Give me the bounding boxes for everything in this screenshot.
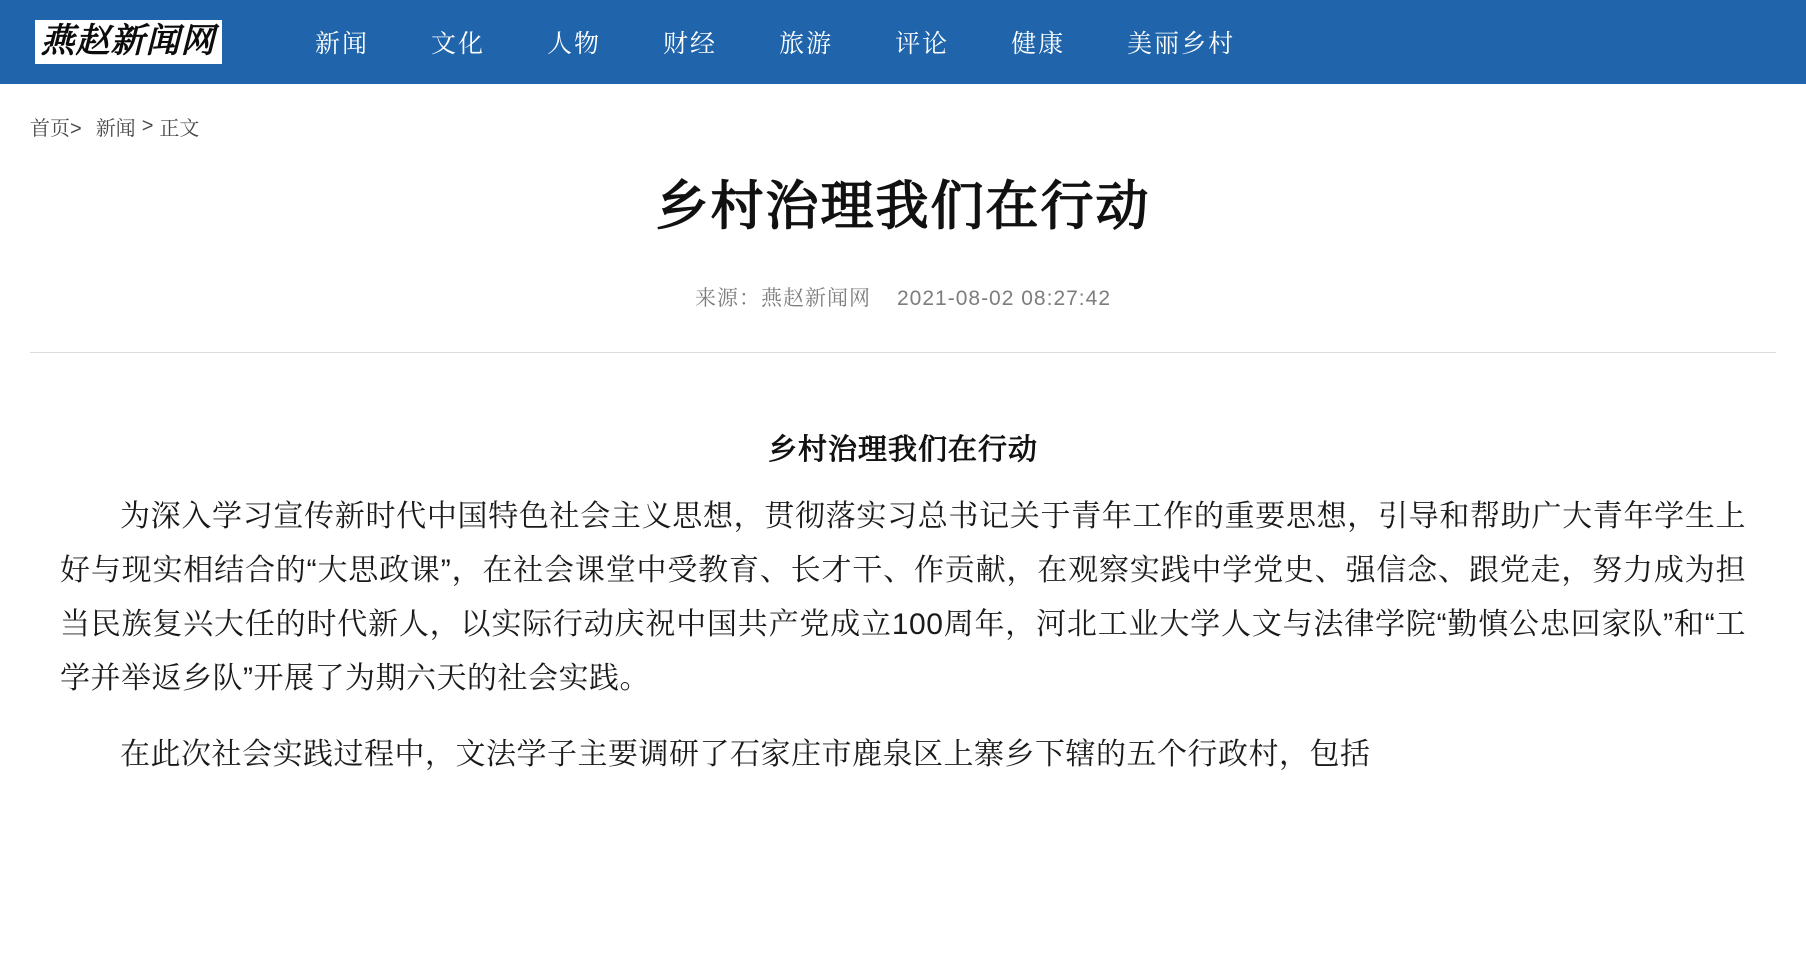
nav-item-finance[interactable] — [663, 24, 717, 60]
site-logo[interactable] — [22, 13, 234, 71]
nav-link-people[interactable]: 人物 — [547, 30, 602, 58]
page-title: 乡村治理我们在行动 — [655, 177, 1151, 236]
nav-link-comment[interactable]: 评论 — [895, 30, 950, 58]
nav-item-people[interactable] — [547, 24, 601, 60]
breadcrumb-current: 正文 — [159, 117, 200, 140]
header-divider — [30, 352, 1776, 353]
article-header — [0, 140, 1806, 312]
article-paragraph: 在此次社会实践过程中，文法学子主要调研了石家庄市鹿泉区上寨乡下辖的五个行政村，包括 — [120, 738, 1371, 772]
nav-link-news[interactable]: 新闻 — [315, 30, 370, 58]
nav-item-news[interactable] — [315, 24, 369, 60]
publish-datetime: 2021-08-02 08:27:42 — [897, 287, 1111, 311]
article-body-title: 乡村治理我们在行动 — [767, 434, 1038, 467]
article-body — [0, 427, 1806, 782]
article-paragraph: 为深入学习宣传新时代中国特色社会主义思想，贯彻落实习总书记关于青年工作的重要思想，引导和帮助广大青年学生上好与现实相结合的“大思政课”，在社会课堂中受教育、长才干、作贡献，在观察实践中学党史、强信念、跟党走，努力成为担当民族复兴大任的时代新人，以实际行动庆祝中国共产党成立100周年，河北工业大学人文与法律学院“勤慎公忠回家队”和“工学并举返乡队”开展了为期六天的社会实践。 — [60, 500, 1746, 696]
source-label: 来源： — [695, 287, 761, 311]
nav-link-beautiful-village[interactable]: 美丽乡村 — [1127, 30, 1236, 58]
source-name: 燕赵新闻网 — [761, 287, 871, 311]
article-meta — [0, 282, 1806, 312]
breadcrumb-section[interactable]: 新闻 — [95, 117, 136, 140]
nav-item-health[interactable] — [1011, 24, 1065, 60]
main-nav — [284, 24, 1266, 60]
breadcrumb — [0, 84, 1806, 140]
nav-item-travel[interactable] — [779, 24, 833, 60]
breadcrumb-home[interactable]: 首页> — [30, 117, 82, 140]
nav-link-finance[interactable]: 财经 — [663, 30, 718, 58]
top-navigation-bar — [0, 0, 1806, 84]
nav-item-beautiful-village[interactable] — [1127, 24, 1235, 60]
nav-link-travel[interactable]: 旅游 — [779, 30, 834, 58]
nav-link-health[interactable]: 健康 — [1011, 30, 1066, 58]
nav-item-culture[interactable] — [431, 24, 485, 60]
breadcrumb-separator: > — [141, 114, 154, 137]
site-logo-text: 燕赵新闻网 — [35, 20, 222, 63]
nav-link-culture[interactable]: 文化 — [431, 30, 486, 58]
nav-item-comment[interactable] — [895, 24, 949, 60]
